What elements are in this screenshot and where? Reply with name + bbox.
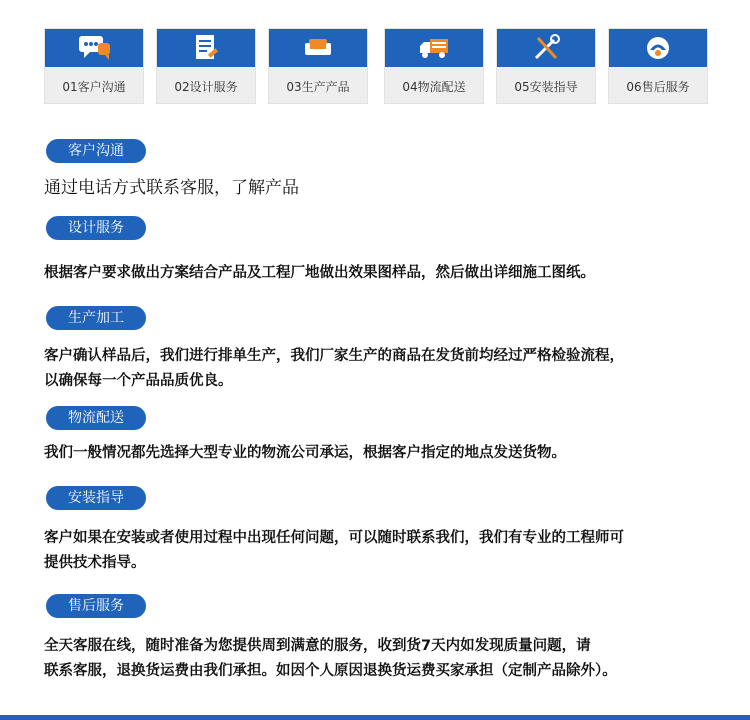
step-production[interactable]	[268, 28, 368, 104]
step-logistics[interactable]	[384, 28, 484, 104]
step-design-service[interactable]	[156, 28, 256, 104]
section-text-design-service: 根据客户要求做出方案结合产品及工程厂地做出效果图样品，然后做出详细施工图纸。	[44, 265, 595, 281]
step-label: 06售后服务	[626, 79, 690, 94]
step-label: 04物流配送	[402, 79, 466, 94]
step-after-sales[interactable]	[608, 28, 708, 104]
section-text-customer-communication: 通过电话方式联系客服，了解产品	[44, 178, 299, 198]
section-text-installation-line1: 客户如果在安装或者使用过程中出现任何问题，可以随时联系我们，我们有专业的工程师可	[44, 530, 624, 546]
section-tag-after-sales[interactable]: 售后服务	[46, 594, 146, 618]
section-text-production-line2: 以确保每一个产品品质优良。	[44, 373, 233, 389]
section-text-installation-line2: 提供技术指导。	[44, 555, 146, 571]
section-text-logistics: 我们一般情况都先选择大型专业的物流公司承运，根据客户指定的地点发送货物。	[44, 445, 566, 461]
service-steps	[44, 28, 708, 104]
bottom-divider	[0, 715, 750, 720]
step-label: 01客户沟通	[62, 79, 126, 94]
section-text-after-sales-line2: 联系客服，退换货运费由我们承担。如因个人原因退换货运费买家承担（定制产品除外）。	[44, 663, 617, 679]
section-text-after-sales-line1: 全天客服在线，随时准备为您提供周到满意的服务，收到货7天内如发现质量问题，请	[44, 638, 591, 654]
step-customer-communication[interactable]	[44, 28, 144, 104]
truck-icon	[416, 33, 452, 63]
document-pen-icon	[188, 33, 224, 63]
section-tag-installation-guide[interactable]: 安装指导	[46, 486, 146, 510]
section-tag-design-service[interactable]: 设计服务	[46, 216, 146, 240]
step-label: 05安装指导	[514, 79, 578, 94]
service-icon	[640, 33, 676, 63]
tools-icon	[528, 33, 564, 63]
section-tag-production[interactable]: 生产加工	[46, 306, 146, 330]
section-text-production-line1: 客户确认样品后，我们进行排单生产，我们厂家生产的商品在发货前均经过严格检验流程，	[44, 348, 624, 364]
sofa-icon	[300, 33, 336, 63]
step-label: 02设计服务	[174, 79, 238, 94]
step-label: 03生产产品	[286, 79, 350, 94]
section-tag-customer-communication[interactable]: 客户沟通	[46, 139, 146, 163]
section-tag-logistics[interactable]: 物流配送	[46, 406, 146, 430]
step-installation-guide[interactable]	[496, 28, 596, 104]
chat-icon	[76, 33, 112, 63]
